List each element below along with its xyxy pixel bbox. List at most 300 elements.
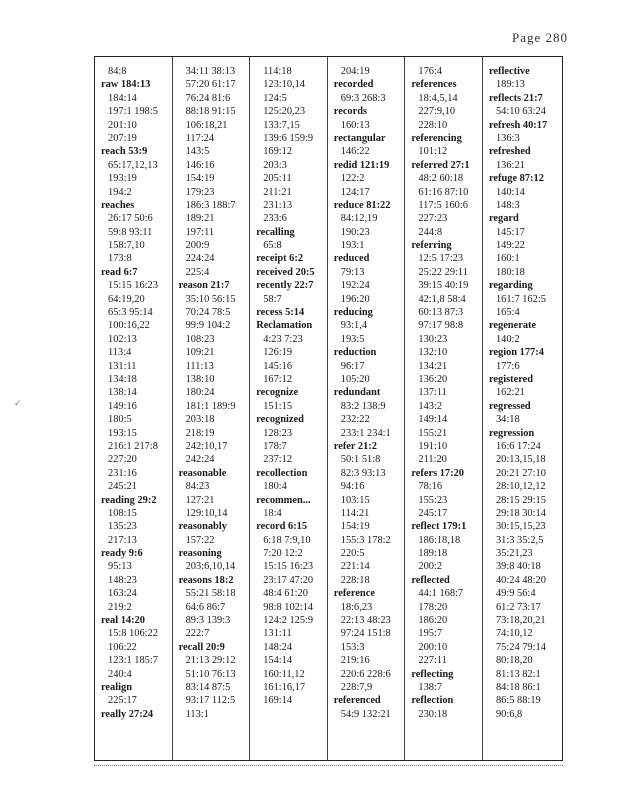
index-reference: 15:15 16:23 [108, 280, 158, 292]
index-reference: 180:18 [495, 266, 525, 278]
index-reference: 204:19 [340, 66, 370, 77]
index-reference: 219:2 [108, 601, 132, 613]
index-term: realign [101, 681, 132, 693]
index-column-3 [250, 57, 328, 760]
index-reference: 220:5 [340, 548, 365, 560]
index-reference: 123:1 185:7 [108, 655, 158, 667]
index-reference: 89:3 139:3 [185, 615, 231, 627]
index-reference: 34:18 [495, 414, 520, 426]
index-term: redundant [333, 387, 381, 399]
index-reference: 18:4,5,14 [418, 92, 458, 104]
index-term: reading 29:2 [101, 494, 157, 506]
index-column-4 [328, 57, 406, 760]
index-reference: 194:2 [108, 186, 132, 198]
index-reference: 178:7 [263, 440, 287, 452]
index-reference: 35:10 56:15 [185, 293, 236, 305]
index-term: refresh 40:17 [488, 119, 548, 131]
index-reference: 122:2 [340, 173, 365, 185]
index-reference: 108:15 [108, 507, 137, 519]
index-reference: 106:22 [108, 641, 137, 653]
index-reference: 180:24 [185, 387, 215, 399]
index-reference: 167:12 [263, 373, 293, 385]
index-reference: 192:24 [340, 280, 370, 292]
index-reference: 105:20 [340, 373, 370, 385]
index-reference: 114:21 [340, 507, 370, 519]
index-reference: 102:13 [108, 333, 137, 345]
index-reference: 21:13 29:12 [185, 655, 236, 667]
index-term: reduced [333, 253, 370, 265]
index-term: receipt 6:2 [256, 253, 304, 265]
index-reference: 197:1 198:5 [108, 106, 158, 118]
index-reference: 83:14 87:5 [185, 681, 231, 693]
index-reference: 233:6 [263, 213, 287, 225]
bottom-dotted-rule [94, 765, 563, 766]
index-reference: 57:20 61:17 [185, 79, 236, 91]
index-term: recall 20:9 [178, 641, 225, 653]
index-reference: 169:14 [263, 695, 293, 707]
index-term: reducing [333, 307, 373, 319]
index-reference: 137:11 [418, 387, 447, 399]
index-reference: 50:1 51:8 [340, 454, 381, 466]
index-term: regard [488, 213, 519, 225]
index-reference: 103:15 [340, 494, 370, 506]
index-reference: 160:1 [495, 253, 520, 265]
index-reference: 157:22 [185, 534, 215, 546]
index-term: reasonably [178, 521, 227, 533]
index-term: record 6:15 [256, 521, 308, 533]
index-reference: 224:24 [185, 253, 215, 265]
index-reference: 49:9 56:4 [495, 588, 536, 600]
index-reference: 83:2 138:9 [340, 400, 386, 412]
index-reference: 203:6,10,14 [185, 561, 236, 573]
index-term: regressed [488, 400, 531, 412]
index-reference: 79:13 [340, 266, 365, 278]
index-reference: 216:1 217:8 [108, 440, 158, 452]
index-reference: 218:19 [185, 427, 215, 439]
index-reference: 124:17 [340, 186, 370, 198]
index-term: refer 21:2 [333, 440, 377, 452]
index-reference: 34:11 38:13 [185, 66, 236, 77]
index-reference: 113:1 [185, 708, 209, 720]
index-reference: 97:24 151:8 [340, 628, 391, 640]
index-reference: 16:6 17:24 [495, 440, 541, 452]
index-reference: 101:12 [418, 146, 448, 158]
index-reference: 207:19 [108, 132, 137, 144]
index-reference: 124:2 125:9 [263, 615, 314, 627]
index-reference: 189:18 [418, 548, 448, 560]
index-reference: 131:11 [108, 360, 137, 372]
index-reference: 143:2 [418, 400, 443, 412]
index-column-1 [95, 57, 173, 760]
index-term: regression [488, 427, 535, 439]
index-reference: 180:4 [263, 481, 287, 493]
index-reference: 149:16 [108, 400, 137, 412]
index-reference: 160:11,12 [263, 668, 305, 680]
index-reference: 99:9 104:2 [185, 320, 231, 332]
index-reference: 23:17 47:20 [263, 574, 314, 586]
index-reference: 231:16 [108, 467, 137, 479]
index-reference: 65:8 [263, 240, 282, 252]
index-reference: 84:12,19 [340, 213, 378, 225]
index-reference: 39:15 40:19 [418, 280, 469, 292]
index-reference: 84:8 [108, 66, 127, 77]
index-reference: 225:4 [185, 266, 210, 278]
index-reference: 245:17 [418, 507, 448, 519]
index-reference: 138:7 [418, 681, 443, 693]
index-reference: 162:21 [495, 387, 525, 399]
index-term: referring [411, 240, 452, 252]
index-reference: 139:6 159:9 [263, 132, 314, 144]
index-reference: 65:3 95:14 [108, 307, 153, 319]
index-term: reasoning [178, 548, 222, 560]
index-term: raw 184:13 [101, 79, 151, 91]
index-reference: 26:17 50:6 [108, 213, 153, 225]
index-reference: 225:17 [108, 695, 137, 707]
index-reference: 201:10 [108, 119, 137, 131]
index-column-6 [483, 57, 561, 760]
index-column-2 [173, 57, 251, 760]
index-reference: 54:10 63:24 [495, 106, 546, 118]
index-term: reach 53:9 [101, 146, 148, 158]
index-reference: 149:22 [495, 240, 525, 252]
index-reference: 169:12 [263, 146, 293, 158]
index-reference: 93:1,4 [340, 320, 368, 332]
index-reference: 76:24 81:6 [185, 92, 231, 104]
index-reference: 126:19 [263, 347, 293, 359]
index-reference: 18:4 [263, 507, 282, 519]
index-reference: 123:10,14 [263, 79, 306, 91]
index-reference: 6:18 7:9,10 [263, 534, 311, 546]
index-reference: 59:8 93:11 [108, 226, 153, 238]
index-reference: 227:11 [418, 655, 447, 667]
index-term: reasonable [178, 467, 227, 479]
index-term: reflecting [411, 668, 454, 680]
index-reference: 64:19,20 [108, 293, 145, 305]
index-reference: 197:11 [185, 226, 215, 238]
index-reference: 228:7,9 [340, 681, 373, 693]
index-term: recalling [256, 226, 295, 238]
index-reference: 227:23 [418, 213, 448, 225]
index-reference: 69:3 268:3 [340, 92, 386, 104]
index-reference: 84:23 [185, 481, 210, 493]
index-term: reduce 81:22 [333, 199, 391, 211]
index-reference: 48:2 60:18 [418, 173, 464, 185]
index-reference: 200:9 [185, 240, 210, 252]
index-reference: 244:8 [418, 226, 443, 238]
index-reference: 193:5 [340, 333, 365, 345]
index-reference: 186:20 [418, 615, 448, 627]
index-reference: 217:13 [108, 534, 137, 546]
margin-mark: ✓ [14, 398, 22, 408]
index-reference: 30:15,15,23 [495, 521, 546, 533]
index-reference: 106:18,21 [185, 119, 228, 131]
index-reference: 200:2 [418, 561, 443, 573]
index-reference: 190:23 [340, 226, 370, 238]
index-reference: 18:6,23 [340, 601, 373, 613]
index-reference: 135:23 [108, 521, 137, 533]
index-reference: 61:16 87:10 [418, 186, 469, 198]
index-reference: 179:23 [185, 186, 215, 198]
index-reference: 140:2 [495, 333, 520, 345]
index-term: reflective [488, 66, 530, 77]
index-reference: 75:24 79:14 [495, 641, 546, 653]
index-reference: 73:18,20,21 [495, 615, 546, 627]
index-reference: 220:6 228:6 [340, 668, 391, 680]
index-reference: 136:20 [418, 373, 448, 385]
index-reference: 48:4 61:20 [263, 588, 308, 600]
index-reference: 31:3 35:2,5 [495, 534, 544, 546]
index-reference: 186:18,18 [418, 534, 461, 546]
index-reference: 84:18 86:1 [495, 681, 541, 693]
index-reference: 128:23 [263, 427, 293, 439]
index-reference: 149:14 [418, 414, 448, 426]
index-reference: 211:21 [263, 186, 292, 198]
index-reference: 113:4 [108, 347, 132, 359]
index-reference: 154:19 [185, 173, 215, 185]
index-reference: 145:16 [263, 360, 293, 372]
index-reference: 124:5 [263, 92, 287, 104]
index-term: recommen... [256, 494, 311, 506]
index-term: records [333, 106, 368, 118]
index-reference: 64:6 86:7 [185, 601, 226, 613]
index-reference: 28:15 29:15 [495, 494, 546, 506]
index-reference: 20:13,15,18 [495, 454, 546, 466]
index-reference: 146:22 [340, 146, 370, 158]
index-reference: 154:14 [263, 655, 293, 667]
index-reference: 196:20 [340, 293, 370, 305]
index-reference: 4:23 7:23 [263, 333, 303, 345]
index-reference: 200:10 [418, 641, 448, 653]
index-reference: 15:15 16:23 [263, 561, 314, 573]
index-reference: 180:5 [108, 414, 132, 426]
index-reference: 245:21 [108, 481, 137, 493]
index-reference: 15:8 106:22 [108, 628, 158, 640]
index-reference: 221:14 [340, 561, 370, 573]
index-term: recently 22:7 [256, 280, 314, 292]
index-reference: 134:21 [418, 360, 448, 372]
index-reference: 54:9 132:21 [340, 708, 391, 720]
index-reference: 138:10 [185, 373, 215, 385]
index-term: reasons 18:2 [178, 574, 234, 586]
index-reference: 211:20 [418, 454, 447, 466]
index-reference: 222:7 [185, 628, 210, 640]
index-reference: 181:1 189:9 [185, 400, 236, 412]
index-reference: 148:24 [263, 641, 293, 653]
index-term: regenerate [488, 320, 537, 332]
index-term: reflected [411, 574, 450, 586]
index-reference: 140:14 [495, 186, 525, 198]
index-reference: 227:20 [108, 454, 137, 466]
index-reference: 195:7 [418, 628, 443, 640]
index-reference: 205:11 [263, 173, 292, 185]
index-reference: 114:18 [263, 66, 292, 77]
index-reference: 151:15 [263, 400, 293, 412]
index-page-frame [94, 56, 563, 761]
index-reference: 35:21,23 [495, 548, 533, 560]
index-reference: 130:23 [418, 333, 448, 345]
index-reference: 184:14 [108, 92, 137, 104]
index-term: recollection [256, 467, 308, 479]
index-term: reference [333, 588, 375, 600]
index-reference: 240:4 [108, 668, 132, 680]
index-reference: 242:24 [185, 454, 215, 466]
index-term: refers 17:20 [411, 467, 464, 479]
index-reference: 138:14 [108, 387, 137, 399]
index-reference: 109:21 [185, 347, 215, 359]
index-reference: 90:6,8 [495, 708, 523, 720]
index-reference: 94:16 [340, 481, 365, 493]
index-reference: 125:20,23 [263, 106, 306, 118]
index-reference: 131:11 [263, 628, 292, 640]
index-reference: 60:13 87:3 [418, 307, 464, 319]
index-reference: 136:3 [495, 132, 520, 144]
index-reference: 233:1 234:1 [340, 427, 391, 439]
index-reference: 98:8 102:14 [263, 601, 314, 613]
index-term: reflect 179:1 [411, 521, 467, 533]
index-reference: 148:23 [108, 574, 137, 586]
index-term: reflects 21:7 [488, 92, 543, 104]
index-reference: 86:5 88:19 [495, 695, 541, 707]
index-reference: 61:2 73:17 [495, 601, 541, 613]
index-reference: 176:4 [418, 66, 443, 77]
index-reference: 227:9,10 [418, 106, 456, 118]
index-term: rectangular [333, 132, 386, 144]
index-reference: 82:3 93:13 [340, 467, 386, 479]
index-reference: 143:5 [185, 146, 210, 158]
index-reference: 161:7 162:5 [495, 293, 546, 305]
index-term: refuge 87:12 [488, 173, 544, 185]
index-reference: 25:22 29:11 [418, 266, 468, 278]
index-term: recognized [256, 414, 304, 426]
index-reference: 178:20 [418, 601, 448, 613]
index-reference: 228:18 [340, 574, 370, 586]
index-reference: 70:24 78:5 [185, 307, 231, 319]
index-reference: 55:21 58:18 [185, 588, 236, 600]
index-term: regarding [488, 280, 533, 292]
index-reference: 242:10,17 [185, 440, 228, 452]
index-reference: 191:10 [418, 440, 448, 452]
index-term: received 20:5 [256, 266, 315, 278]
index-reference: 161:16,17 [263, 681, 306, 693]
index-reference: 20:21 27:10 [495, 467, 546, 479]
index-reference: 230:18 [418, 708, 448, 720]
index-reference: 44:1 168:7 [418, 588, 464, 600]
index-reference: 177:6 [495, 360, 520, 372]
index-term: ready 9:6 [101, 548, 143, 560]
index-reference: 148:3 [495, 199, 520, 211]
index-reference: 228:10 [418, 119, 448, 131]
index-reference: 154:19 [340, 521, 370, 533]
index-term: reason 21:7 [178, 280, 230, 292]
index-reference: 96:17 [340, 360, 365, 372]
index-reference: 158:7,10 [108, 240, 145, 252]
index-term: real 14:20 [101, 615, 145, 627]
index-reference: 136:21 [495, 159, 525, 171]
index-reference: 237:12 [263, 454, 293, 466]
index-reference: 74:10,12 [495, 628, 533, 640]
index-reference: 132:10 [418, 347, 448, 359]
index-term: referred 27:1 [411, 159, 470, 171]
index-reference: 133:7,15 [263, 119, 300, 131]
index-reference: 165:4 [495, 307, 520, 319]
index-reference: 22:13 48:23 [340, 615, 391, 627]
index-reference: 117:5 160:6 [418, 199, 468, 211]
index-reference: 146:16 [185, 159, 215, 171]
index-reference: 100:16,22 [108, 320, 150, 332]
index-reference: 145:17 [495, 226, 525, 238]
index-reference: 58:7 [263, 293, 282, 305]
index-reference: 193:15 [108, 427, 137, 439]
index-term: reaches [101, 199, 135, 211]
index-reference: 203:3 [263, 159, 287, 171]
index-reference: 189:13 [495, 79, 525, 91]
index-reference: 186:3 188:7 [185, 199, 236, 211]
index-reference: 127:21 [185, 494, 215, 506]
index-reference: 134:18 [108, 373, 137, 385]
index-reference: 95:13 [108, 561, 132, 573]
index-term: really 27:24 [101, 708, 154, 720]
index-reference: 65:17,12,13 [108, 159, 158, 171]
index-reference: 155:3 178:2 [340, 534, 391, 546]
index-reference: 81:13 82:1 [495, 668, 541, 680]
index-reference: 80:18,20 [495, 655, 533, 667]
index-reference: 219:16 [340, 655, 370, 667]
index-column-5 [405, 57, 483, 760]
index-term: reflection [411, 695, 454, 707]
index-term: region 177:4 [488, 347, 544, 359]
index-reference: 28:10,12,12 [495, 481, 546, 493]
index-reference: 193:19 [108, 173, 137, 185]
index-reference: 117:24 [185, 132, 215, 144]
index-reference: 160:13 [340, 119, 370, 131]
index-term: redid 121:19 [333, 159, 390, 171]
index-term: registered [488, 373, 534, 385]
index-reference: 193:1 [340, 240, 365, 252]
index-reference: 88:18 91:15 [185, 106, 236, 118]
index-reference: 189:21 [185, 213, 215, 225]
index-reference: 7:20 12:2 [263, 548, 303, 560]
index-reference: 42:1,8 58:4 [418, 293, 466, 305]
index-term: read 6:7 [101, 266, 138, 278]
index-term: recorded [333, 79, 374, 91]
index-reference: 203:18 [185, 414, 215, 426]
index-term: Reclamation [256, 320, 313, 332]
index-term: referenced [333, 695, 381, 707]
index-reference: 93:17 112:5 [185, 695, 236, 707]
index-reference: 163:24 [108, 588, 137, 600]
index-term: recognize [256, 387, 299, 399]
index-reference: 173:8 [108, 253, 132, 265]
index-reference: 153:3 [340, 641, 365, 653]
index-reference: 231:13 [263, 199, 293, 211]
index-term: refreshed [488, 146, 531, 158]
index-reference: 111:13 [185, 360, 214, 372]
index-reference: 39:8 40:18 [495, 561, 541, 573]
index-term: referencing [411, 132, 462, 144]
index-reference: 155:21 [418, 427, 448, 439]
page-number: Page 280 [511, 30, 568, 45]
index-columns [95, 57, 562, 760]
index-reference: 12:5 17:23 [418, 253, 464, 265]
index-reference: 51:10 76:13 [185, 668, 236, 680]
index-reference: 78:16 [418, 481, 443, 493]
index-term: reduction [333, 347, 377, 359]
index-reference: 232:22 [340, 414, 370, 426]
index-reference: 155:23 [418, 494, 448, 506]
index-reference: 97:17 98:8 [418, 320, 464, 332]
index-reference: 129:10,14 [185, 507, 228, 519]
index-reference: 29:18 30:14 [495, 507, 546, 519]
